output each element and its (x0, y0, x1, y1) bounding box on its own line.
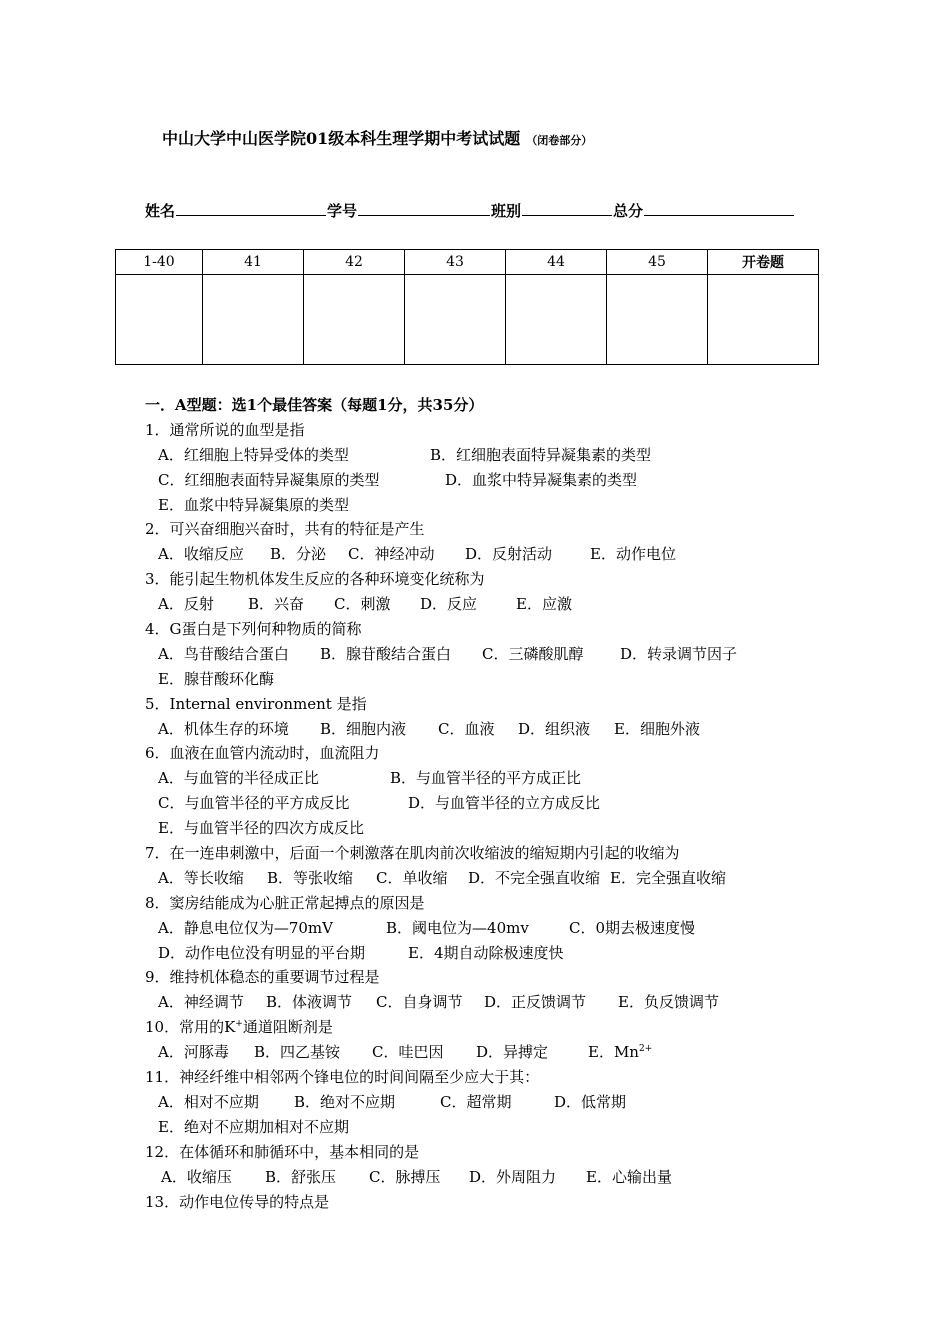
option-line (145, 866, 865, 891)
option: E．血浆中特异凝集原的类型 (158, 495, 349, 514)
option: C．刺激 (334, 595, 391, 614)
option: D．反射活动 (465, 545, 553, 564)
option: A．相对不应期 (158, 1092, 259, 1111)
option: C．哇巴因 (372, 1043, 444, 1062)
option-line (145, 468, 865, 493)
superscript: + (235, 1019, 243, 1030)
option: E．完全强直收缩 (610, 868, 726, 887)
question-stem-text: 10．常用的K (145, 1018, 236, 1037)
question-stem: 4．G蛋白是下列何种物质的简称 (145, 620, 362, 639)
option: C．血液 (438, 719, 495, 738)
option (588, 1040, 652, 1065)
option: B．四乙基铵 (254, 1043, 341, 1062)
option: A．神经调节 (158, 993, 244, 1012)
score-cell[interactable] (708, 275, 819, 365)
student-id-label: 学号 (327, 202, 358, 220)
score-cell[interactable] (116, 275, 203, 365)
option: A．等长收缩 (158, 868, 244, 887)
exam-subtitle: （闭卷部分） (526, 134, 593, 147)
question-stem: 13．动作电位传导的特点是 (145, 1192, 330, 1211)
total-label: 总分 (613, 202, 644, 220)
option: E．应激 (516, 595, 572, 614)
option-line (145, 592, 865, 617)
option-line (145, 1115, 865, 1140)
option: C．脉搏压 (369, 1167, 441, 1186)
score-header-cell: 45 (607, 250, 708, 275)
superscript: 2+ (638, 1044, 653, 1055)
score-cell[interactable] (506, 275, 607, 365)
score-table-body (116, 275, 819, 365)
class-label: 班别 (491, 202, 522, 220)
option: A．机体生存的环境 (158, 719, 289, 738)
option-line (145, 667, 865, 692)
option: E．4期自动除极速度快 (408, 943, 564, 962)
option: D．组织液 (518, 719, 591, 738)
exam-title (162, 126, 592, 149)
question-stem: 5．Internal environment 是指 (145, 694, 367, 713)
option: B．等张收缩 (267, 868, 354, 887)
question-stem: 9．维持机体稳态的重要调节过程是 (145, 968, 380, 987)
questions-section (145, 393, 865, 1214)
option: A．河豚毒 (158, 1043, 229, 1062)
option-line (145, 717, 865, 742)
option: D．正反馈调节 (484, 993, 587, 1012)
score-header-cell: 开卷题 (708, 250, 819, 275)
option: C．红细胞表面特异凝集原的类型 (158, 470, 380, 489)
option: B．阈电位为—40mv (386, 918, 529, 937)
option: C．超常期 (440, 1092, 512, 1111)
option: D．低常期 (554, 1092, 627, 1111)
score-header-cell: 1-40 (116, 250, 203, 275)
option: B．腺苷酸结合蛋白 (320, 644, 452, 663)
option: C．与血管半径的平方成反比 (158, 794, 350, 813)
option: E．细胞外液 (614, 719, 700, 738)
name-label: 姓名 (145, 202, 176, 220)
option-text: E．Mn (588, 1043, 639, 1062)
class-blank[interactable] (522, 201, 612, 216)
option: E．负反馈调节 (618, 993, 719, 1012)
option: D．外周阻力 (469, 1167, 557, 1186)
question-stem (145, 1015, 865, 1040)
option-line (145, 791, 865, 816)
option: A．收缩反应 (158, 545, 244, 564)
option-line (145, 916, 865, 941)
option: B．体液调节 (266, 993, 353, 1012)
question-stem: 1．通常所说的血型是指 (145, 420, 305, 439)
name-blank[interactable] (176, 201, 326, 216)
option: B．与血管半径的平方成正比 (390, 769, 582, 788)
option: B．分泌 (270, 545, 327, 564)
option-line (145, 766, 865, 791)
option: C．0期去极速度慢 (569, 918, 696, 937)
option: E．腺苷酸环化酶 (158, 669, 274, 688)
option-line (145, 941, 865, 966)
score-table (115, 249, 819, 365)
option: A．静息电位仅为—70mV (158, 918, 333, 937)
option-line (145, 990, 865, 1015)
option: D．动作电位没有明显的平台期 (158, 943, 366, 962)
question-stem: 2．可兴奋细胞兴奋时，共有的特征是产生 (145, 520, 425, 539)
option: B．舒张压 (265, 1167, 337, 1186)
question-stem: 3．能引起生物机体发生反应的各种环境变化统称为 (145, 570, 485, 589)
option: A．与血管的半径成正比 (158, 769, 319, 788)
score-table-header (116, 250, 819, 275)
question-stem: 8．窦房结能成为心脏正常起搏点的原因是 (145, 893, 425, 912)
score-cell[interactable] (304, 275, 405, 365)
option: D．转录调节因子 (620, 644, 738, 663)
student-info-fields (145, 200, 795, 221)
score-cell[interactable] (607, 275, 708, 365)
student-id-blank[interactable] (358, 201, 490, 216)
question-stem: 11．神经纤维中相邻两个锋电位的时间间隔至少应大于其： (145, 1068, 540, 1087)
option: C．神经冲动 (348, 545, 435, 564)
score-header-cell: 42 (304, 250, 405, 275)
option: D．不完全强直收缩 (468, 868, 601, 887)
exam-title-text: 中山大学中山医学院01级本科生理学期中考试试题 (162, 129, 521, 148)
option: C．三磷酸肌醇 (482, 644, 584, 663)
option: E．心输出量 (586, 1167, 672, 1186)
option-line (145, 816, 865, 841)
score-header-cell: 43 (405, 250, 506, 275)
option: E．与血管半径的四次方成反比 (158, 819, 364, 838)
option-line (145, 493, 865, 518)
question-stem: 12．在体循环和肺循环中，基本相同的是 (145, 1142, 420, 1161)
section-heading: 一．A型题：选1个最佳答案（每题1分，共35分） (145, 396, 484, 414)
score-header-cell: 41 (203, 250, 304, 275)
option-line (145, 642, 865, 667)
score-cell[interactable] (405, 275, 506, 365)
option: D．异搏定 (476, 1043, 549, 1062)
score-cell[interactable] (203, 275, 304, 365)
option: B．细胞内液 (320, 719, 407, 738)
option: D．血浆中特异凝集素的类型 (445, 470, 638, 489)
question-stem: 7．在一连串刺激中，后面一个刺激落在肌肉前次收缩波的缩短期内引起的收缩为 (145, 844, 680, 863)
option: D．反应 (420, 595, 478, 614)
question-stem: 6．血液在血管内流动时，血流阻力 (145, 744, 380, 763)
option: B．绝对不应期 (294, 1092, 396, 1111)
option: C．自身调节 (376, 993, 463, 1012)
option: A．红细胞上特异受体的类型 (158, 445, 349, 464)
option: B．红细胞表面特异凝集素的类型 (430, 445, 652, 464)
score-header-cell: 44 (506, 250, 607, 275)
option-line (145, 542, 865, 567)
option-line (145, 1165, 865, 1190)
option: C．单收缩 (376, 868, 448, 887)
question-stem-text: 通道阻断剂是 (242, 1018, 333, 1037)
option: A．收缩压 (161, 1167, 232, 1186)
option-line (145, 1090, 865, 1115)
option: E．动作电位 (590, 545, 676, 564)
option: D．与血管半径的立方成反比 (408, 794, 601, 813)
option: E．绝对不应期加相对不应期 (158, 1117, 349, 1136)
option: A．反射 (158, 595, 214, 614)
option-line (145, 443, 865, 468)
option-line (145, 1040, 865, 1065)
option: A．鸟苷酸结合蛋白 (158, 644, 289, 663)
option: B．兴奋 (248, 595, 305, 614)
total-blank[interactable] (644, 201, 794, 216)
